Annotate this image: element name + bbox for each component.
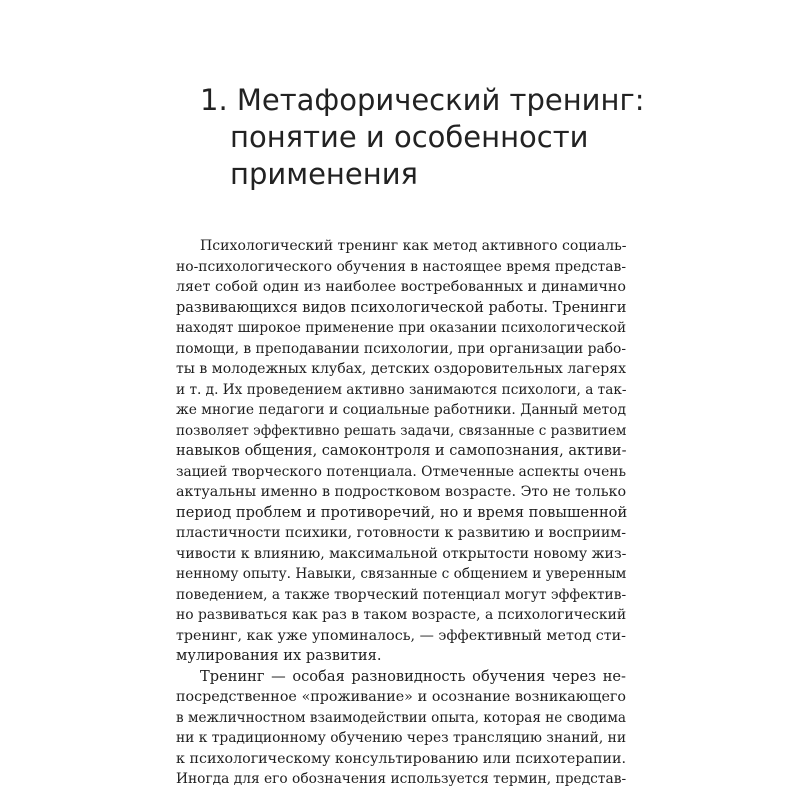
- body-text: [176, 236, 626, 790]
- text-line: актуальны именно в подростковом возрасте. Это не только: [176, 484, 627, 500]
- text-line: к психологическому консультированию или психотерапии.: [176, 750, 626, 767]
- text-line: но-психологического обучения в настоящее время представ-: [176, 258, 627, 275]
- text-line: же многие педагоги и социальные работники. Данный метод: [176, 402, 626, 418]
- text-line: навыков общения, самоконтроля и самопознания, активи-: [176, 443, 627, 459]
- paragraph-2: [176, 667, 626, 790]
- text-line: чивости к влиянию, максимальной открытости новому жиз-: [176, 545, 627, 562]
- text-line: ты в молодежных клубах, детских оздоровительных лагерях: [176, 361, 626, 377]
- text-line: развивающихся видов психологической работы. Тренинги: [176, 299, 627, 316]
- text-line: Психологический тренинг как метод активного социаль-: [200, 238, 627, 254]
- text-line: поведением, а также творческий потенциал могут эффектив-: [176, 586, 627, 603]
- text-line: ни к традиционному обучению через трансляцию знаний, ни: [176, 730, 626, 746]
- text-line: Тренинг — особая разновидность обучения через не-: [200, 667, 626, 685]
- paragraph-1: [176, 236, 626, 667]
- text-line: но развиваться как раз в таком возрасте, а психологический: [176, 607, 627, 623]
- chapter-title-line: применения: [230, 157, 418, 191]
- text-line: период проблем и противоречий, но и время повышенной: [176, 503, 628, 521]
- text-line: находят широкое применение при оказании психологической: [176, 320, 626, 336]
- text-line: помощи, в преподавании психологии, при организации рабо-: [176, 340, 626, 357]
- text-line: Иногда для его обозначения используется термин, представ-: [176, 771, 627, 787]
- text-line: мулирования их развития.: [176, 647, 382, 664]
- chapter-title-line: понятие и особенности: [230, 120, 589, 154]
- text-line: пластичности психики, готовности к развитию и восприим-: [176, 525, 627, 541]
- text-line: позволяет эффективно решать задачи, связанные с развитием: [176, 422, 627, 439]
- chapter-title-line: 1. Метафорический тренинг:: [200, 83, 645, 117]
- text-line: посредственное «проживание» и осознание возникающего: [176, 689, 626, 705]
- text-line: в межличностном взаимодействии опыта, которая не сводима: [176, 709, 626, 726]
- text-line: и т. д. Их проведением активно занимаются психологи, а так-: [176, 381, 627, 398]
- text-line: ненному опыту. Навыки, связанные с общением и уверенным: [176, 566, 627, 582]
- text-line: ляет собой один из наиболее востребованных и динамично: [176, 279, 626, 295]
- text-line: зацией творческого потенциала. Отмеченные аспекты очень: [176, 463, 626, 480]
- chapter-title: [200, 82, 660, 193]
- text-line: тренинг, как уже упоминалось, — эффективный метод сти-: [176, 627, 626, 644]
